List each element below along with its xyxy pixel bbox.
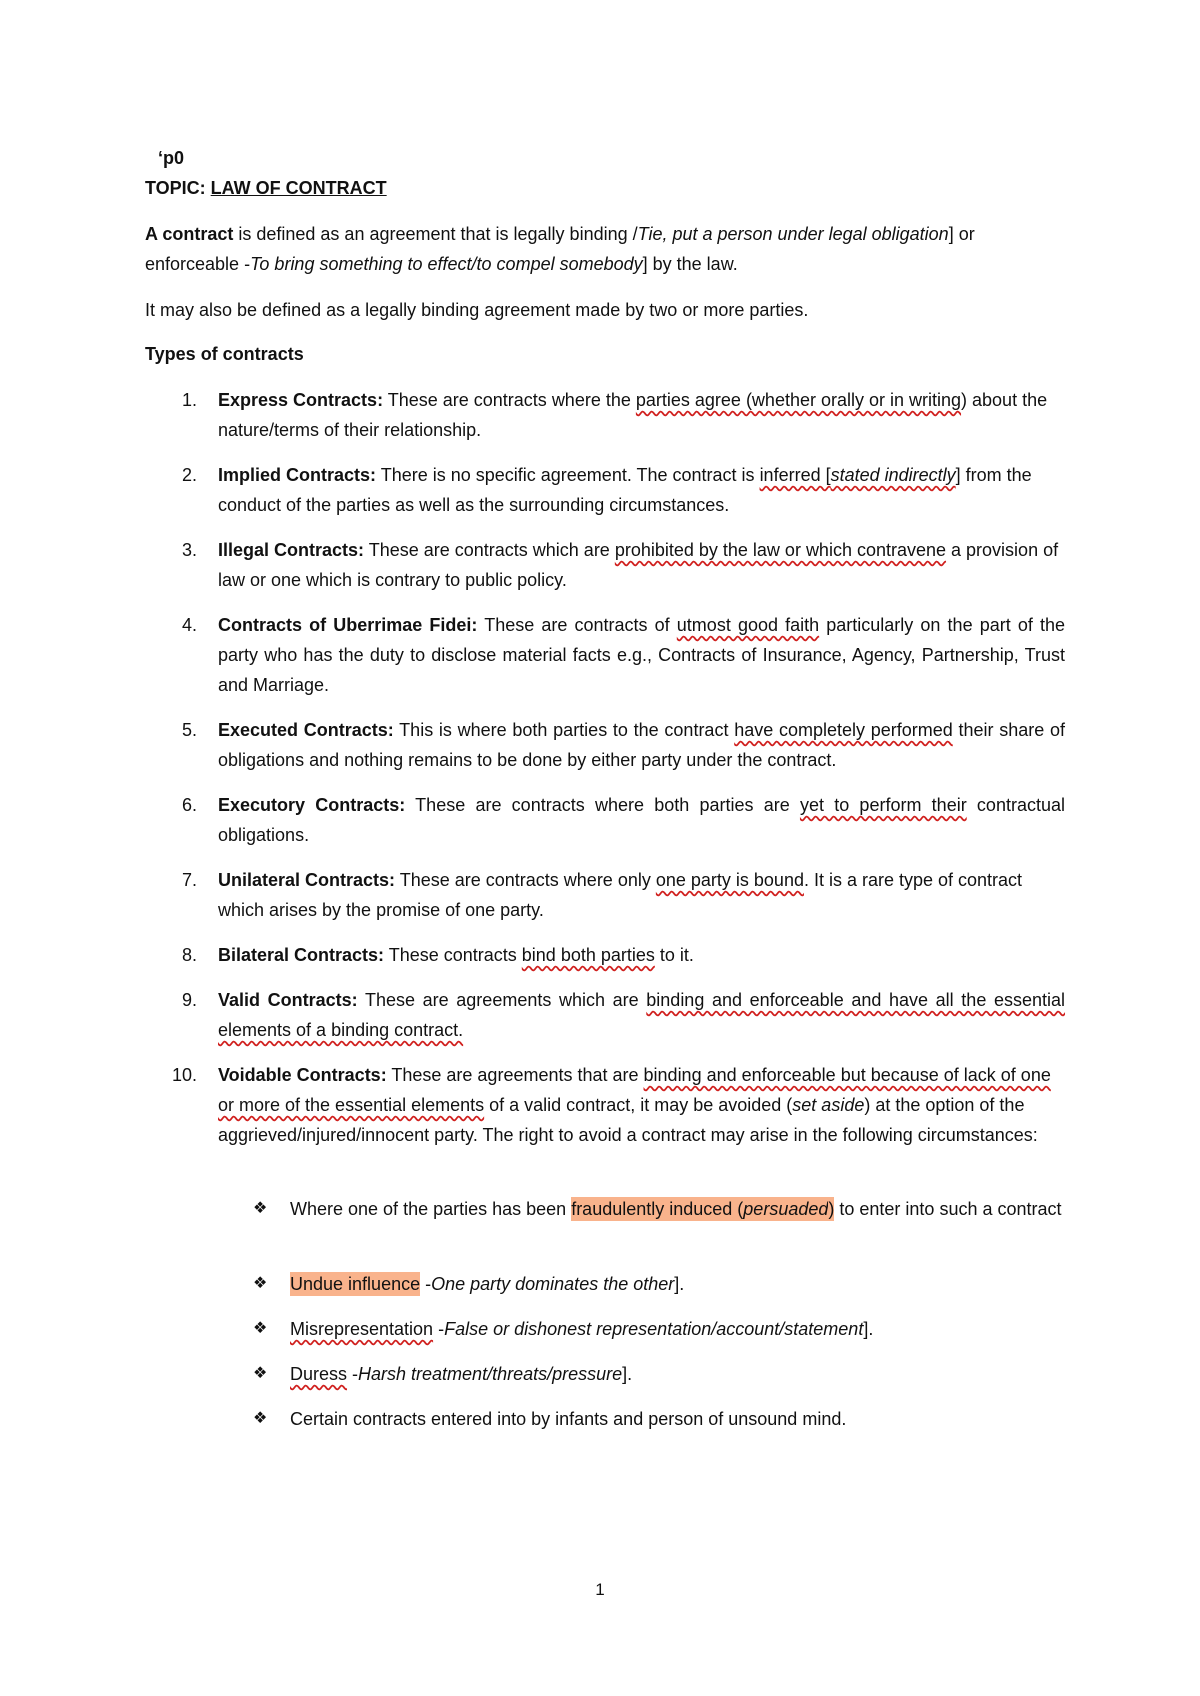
item-text: These are contracts of <box>477 615 677 635</box>
sub-list-item <box>253 1359 1065 1389</box>
underlined-text: utmost good faith <box>676 615 820 635</box>
item-number: 7. <box>181 870 197 890</box>
underlined-text: inferred [ <box>759 465 831 485</box>
sub-item-text: - <box>433 1319 445 1339</box>
list-item <box>145 790 1065 850</box>
sub-item-text: ]. <box>622 1364 633 1384</box>
definition-text: ] or enforceable - <box>145 224 975 274</box>
item-label: Voidable Contracts: <box>218 1065 387 1085</box>
underlined-italic-text: stated indirectly <box>830 465 956 485</box>
definition-gloss: Tie, put a person under legal obligation <box>637 224 949 244</box>
item-number: 1. <box>181 390 197 410</box>
item-number: 9. <box>181 990 197 1010</box>
underlined-text: Misrepresentation <box>290 1319 434 1339</box>
topic-prefix: TOPIC: <box>145 178 211 198</box>
highlighted-text: Undue influence <box>290 1274 421 1294</box>
sub-list-item <box>253 1314 1065 1344</box>
item-text: particularly on the part of the party who has the duty to disclose material facts e.g., Contracts of Insurance, Agency, Partnership, Trust and Marriage. <box>218 615 1066 695</box>
diamond-bullet-icon: ❖ <box>253 1320 268 1337</box>
sub-list-item <box>253 1404 1065 1434</box>
sub-item-text: - <box>347 1364 359 1384</box>
underlined-text: Duress <box>290 1364 348 1384</box>
item-text: ] from the conduct of the parties as well as the surrounding circumstances. <box>218 465 1032 515</box>
sub-list-item <box>253 1269 1065 1299</box>
item-label: Express Contracts: <box>218 390 384 410</box>
definition-text: ] by the law. <box>642 254 738 274</box>
item-number: 5. <box>181 720 197 740</box>
diamond-bullet-icon: ❖ <box>253 1275 268 1292</box>
item-number: 10. <box>171 1065 197 1085</box>
list-item <box>145 385 1065 445</box>
definition-gloss: To bring something to effect/to compel somebody <box>250 254 643 274</box>
item-text: to it. <box>654 945 694 965</box>
item-label: Unilateral Contracts: <box>218 870 396 890</box>
item-text: These are agreements which are <box>357 990 647 1010</box>
list-item <box>145 715 1065 775</box>
item-number: 6. <box>181 795 197 815</box>
item-label: Valid Contracts: <box>218 990 358 1010</box>
stray-mark: ‘p0 <box>158 148 185 168</box>
item-text: These are contracts where the <box>383 390 636 410</box>
underlined-text: have completely performed <box>734 720 953 740</box>
underlined-text: bind both parties <box>521 945 655 965</box>
item-number: 4. <box>181 615 197 635</box>
item-text: There is no specific agreement. The contract is <box>376 465 760 485</box>
item-text: These contracts <box>384 945 522 965</box>
italic-text: Harsh treatment/threats/pressure <box>358 1364 623 1384</box>
sub-item-text: ]. <box>674 1274 685 1294</box>
italic-text: One party dominates the other <box>431 1274 675 1294</box>
item-label: Bilateral Contracts: <box>218 945 385 965</box>
item-label: Executory Contracts: <box>218 795 406 815</box>
item-label: Illegal Contracts: <box>218 540 365 560</box>
diamond-bullet-icon: ❖ <box>253 1365 268 1382</box>
item-text: their share of obligations and nothing remains to be done by either party under the contract. <box>218 720 1066 770</box>
sub-item-text: ]. <box>863 1319 874 1339</box>
page-number: 1 <box>595 1580 605 1599</box>
definition-paragraph <box>145 219 1065 279</box>
diamond-bullet-icon: ❖ <box>253 1200 268 1217</box>
sub-item-text: Certain contracts entered into by infants and person of unsound mind. <box>290 1409 847 1429</box>
item-text: These are contracts where only <box>395 870 656 890</box>
italic-text: False or dishonest representation/account/statement <box>444 1319 864 1339</box>
item-label: Implied Contracts: <box>218 465 377 485</box>
item-text: These are contracts which are <box>364 540 615 560</box>
list-item <box>145 1060 1065 1150</box>
underlined-text: one party is bound <box>655 870 804 890</box>
item-text: contractual obligations. <box>218 795 1065 845</box>
underlined-text: binding and enforceable and have all the essential elements of a binding contract. <box>218 990 1066 1040</box>
sub-item-text: Where one of the parties has been <box>290 1199 572 1219</box>
topic-heading <box>145 178 387 199</box>
item-label: Contracts of Uberrimae Fidei: <box>218 615 478 635</box>
item-text: ) at the option of the aggrieved/injured/innocent party. The right to avoid a contract may arise in the following circumstances: <box>218 1095 1038 1145</box>
item-number: 8. <box>181 945 197 965</box>
item-text: These are agreements that are <box>386 1065 644 1085</box>
types-heading: Types of contracts <box>145 344 304 364</box>
list-item <box>145 865 1065 925</box>
list-item <box>145 940 1065 970</box>
item-number: 3. <box>181 540 197 560</box>
list-item <box>145 610 1065 700</box>
item-text: of a valid contract, it may be avoided ( <box>484 1095 793 1115</box>
item-label: Executed Contracts: <box>218 720 394 740</box>
underlined-text: parties agree (whether orally or in writing <box>635 390 962 410</box>
sub-item-text: to enter into such a contract <box>834 1199 1062 1219</box>
definition-term: A contract <box>145 224 234 244</box>
highlighted-italic-text: persuaded <box>743 1199 829 1219</box>
list-item <box>145 535 1065 595</box>
underlined-text: prohibited by the law or which contravene <box>614 540 947 560</box>
underlined-text: yet to perform their <box>799 795 967 815</box>
item-text: This is where both parties to the contract <box>393 720 735 740</box>
diamond-bullet-icon: ❖ <box>253 1410 268 1427</box>
italic-text: set aside <box>792 1095 865 1115</box>
item-text: . It is a rare type of contract which arises by the promise of one party. <box>218 870 1023 920</box>
item-text: ) about the nature/terms of their relationship. <box>218 390 1048 440</box>
highlighted-text: ) <box>828 1199 835 1219</box>
list-item <box>145 460 1065 520</box>
item-text: These are contracts where both parties are <box>405 795 800 815</box>
item-text: a provision of law or one which is contrary to public policy. <box>218 540 1059 590</box>
list-item <box>145 985 1065 1045</box>
item-number: 2. <box>181 465 197 485</box>
sub-list-item <box>253 1194 1065 1224</box>
alternate-definition: It may also be defined as a legally binding agreement made by two or more parties. <box>145 300 809 320</box>
highlighted-text: fraudulently induced ( <box>571 1199 744 1219</box>
underlined-text: binding and enforceable but because of lack of one or more of the essential elements <box>218 1065 1051 1115</box>
topic-title: LAW OF CONTRACT <box>210 178 387 198</box>
sub-item-text: - <box>420 1274 432 1294</box>
definition-text: is defined as an agreement that is legally binding / <box>233 224 638 244</box>
